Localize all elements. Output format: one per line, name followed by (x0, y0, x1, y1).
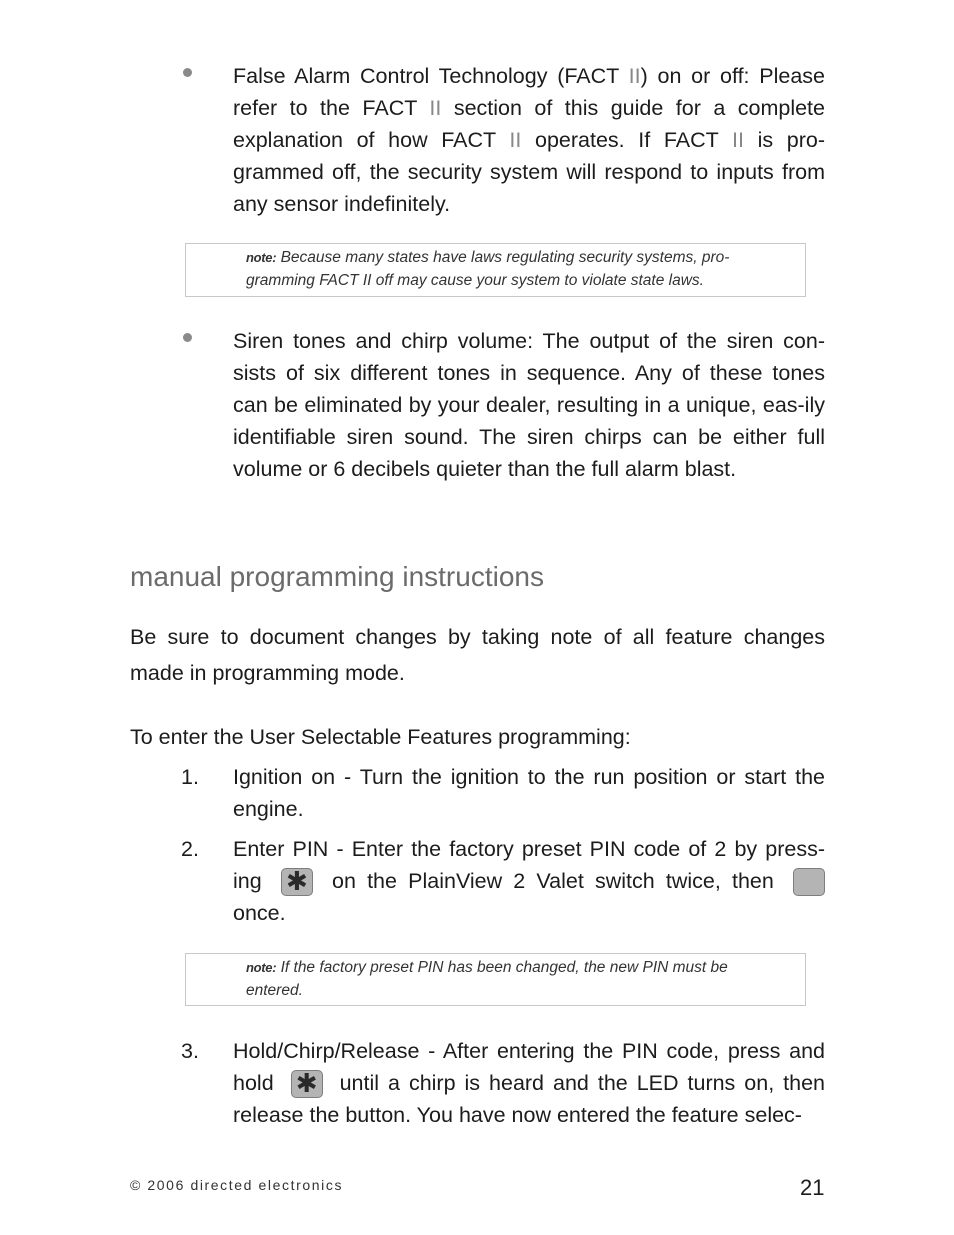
note-label: note: (246, 250, 277, 265)
bullet-fact-ii: False Alarm Control Technology (FACT II) on or off: Please refer to the FACT II section of this guide for a complete explanation of how FACT II operates. If FACT II is pro-grammed off, the security system will respond to inputs from any sensor indefinitely. (233, 64, 825, 216)
step-number: 2. (181, 837, 199, 861)
bullet-dot (183, 333, 192, 342)
intro-paragraph: Be sure to document changes by taking note of all feature changes made in programming mode. (130, 625, 825, 685)
step-1-text: Ignition on - Turn the ignition to the run position or start the engine. (233, 765, 825, 821)
note-text: Because many states have laws regulating security systems, pro-gramming FACT II off may cause your system to violate state laws. (246, 249, 730, 289)
section-heading: manual programming instructions (130, 561, 544, 592)
step-number: 1. (181, 765, 199, 789)
blank-key-icon (793, 868, 825, 896)
note-label: note: (246, 960, 277, 975)
enter-line: To enter the User Selectable Features programming: (130, 725, 631, 749)
copyright-footer: © 2006 directed electronics (130, 1177, 344, 1193)
step-number: 3. (181, 1039, 199, 1063)
bullet-dot (183, 68, 192, 77)
bullet-siren-tones: Siren tones and chirp volume: The output of the siren con-sists of six different tones in sequence. Any of these tones can be eliminated by your dealer, resulting in a unique, eas-ily identifiable siren sound. The siren chirps can be either full volume or 6 decibels quieter than the full alarm blast. (233, 329, 825, 481)
page-number: 21 (800, 1175, 825, 1200)
step-3-text: Hold/Chirp/Release - After entering the PIN code, press and hold ✱ until a chirp is heard and the LED turns on, then release the button. You have now entered the feature selec- (233, 1039, 825, 1127)
note-box (185, 953, 806, 1006)
step-2-text: Enter PIN - Enter the factory preset PIN code of 2 by press-ing ✱ on the PlainView 2 Valet switch twice, then once. (233, 837, 825, 925)
note-box (185, 243, 806, 297)
note-text: If the factory preset PIN has been changed, the new PIN must be entered. (246, 959, 728, 999)
asterisk-key-icon: ✱ (281, 868, 313, 896)
asterisk-key-icon: ✱ (291, 1070, 323, 1098)
